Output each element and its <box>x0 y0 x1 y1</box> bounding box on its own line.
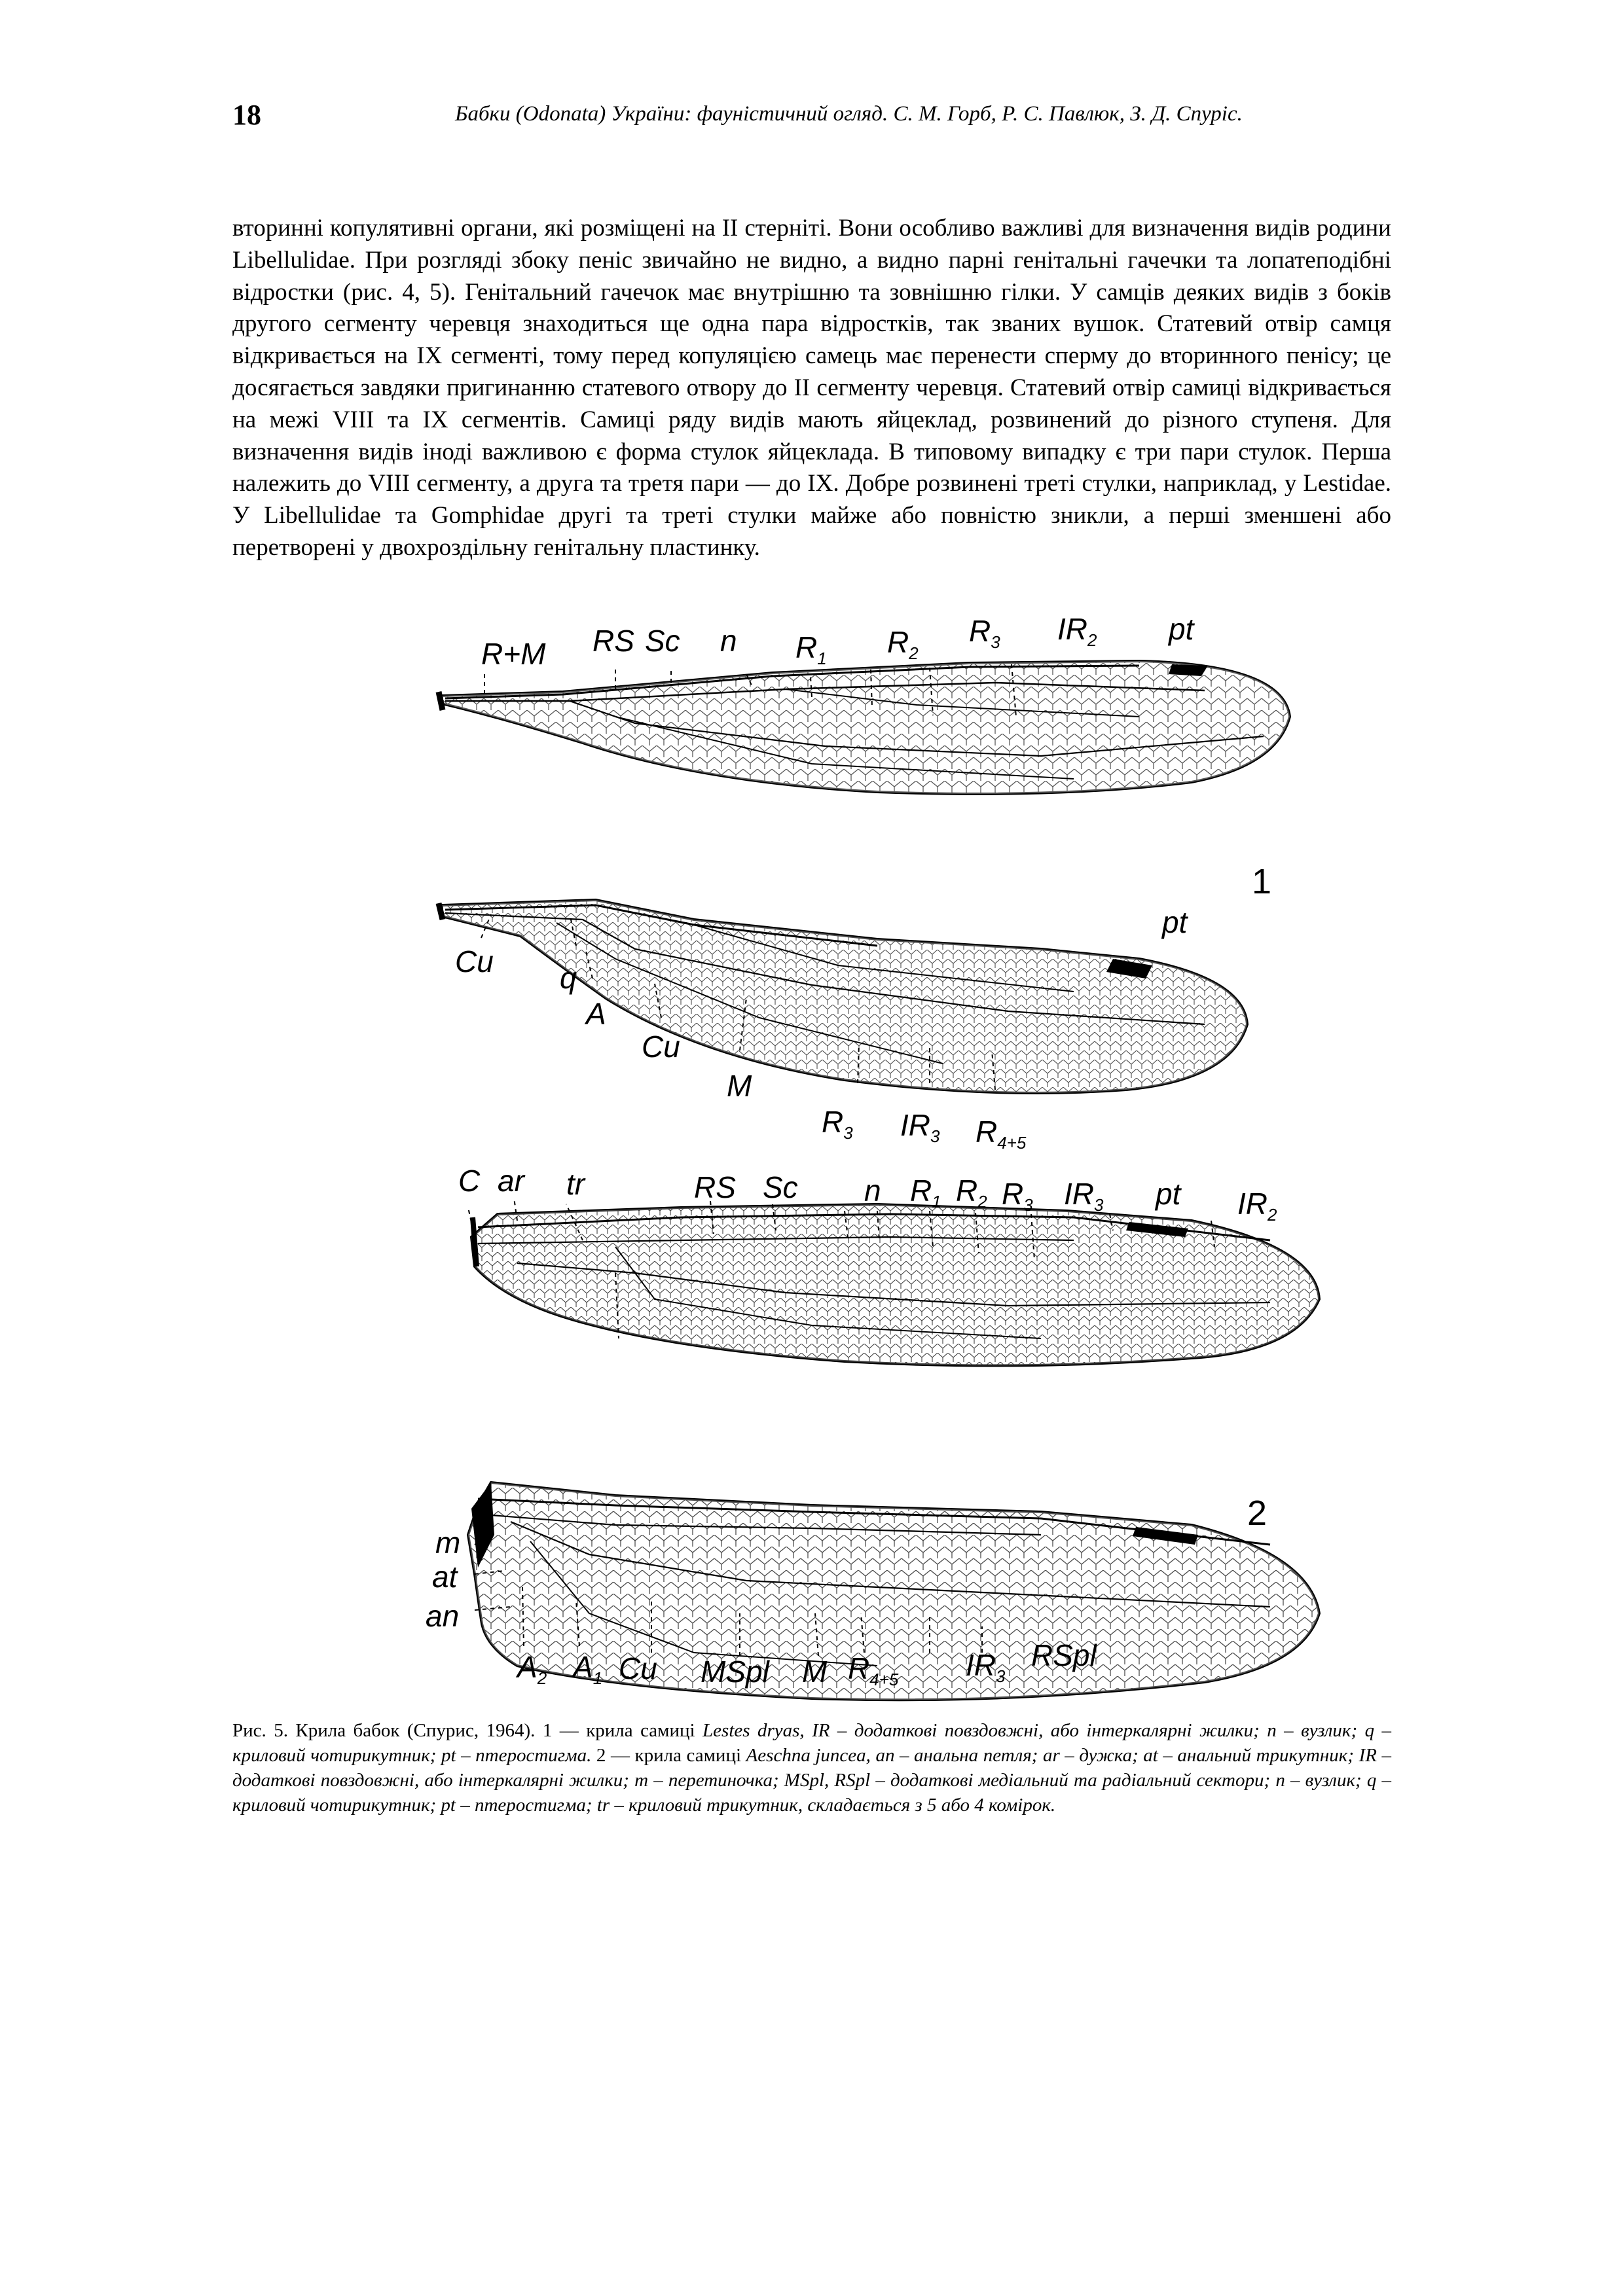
caption-species-1: Lestes dryas, IR – додаткові повздовжні, або інтеркалярні жилки; n – вузлик; q – криловий чотирикутник; pt – птеростигма. <box>232 1720 1392 1766</box>
label-r45: $R_{4+5}$ <box>976 1115 1027 1153</box>
page-number: 18 <box>232 99 261 131</box>
label-cu: Cu <box>455 944 494 978</box>
label-pt: pt <box>1162 905 1188 939</box>
label-r1: $R_1$ <box>910 1174 941 1211</box>
label-a2: $A_2$ <box>517 1650 547 1688</box>
wing-figure <box>419 592 1349 1705</box>
label-cu: Cu <box>619 1651 657 1685</box>
label-ir2: $IR_2$ <box>1057 612 1097 650</box>
label-pt: pt <box>1156 1177 1181 1211</box>
caption-text-1: Рис. 5. Крила бабок (Спурис, 1964). 1 — крила самиці <box>232 1720 703 1741</box>
running-title: Бабки (Odonata) України: фауністичний огляд. С. М. Горб, Р. С. Павлюк, З. Д. Спуріс. <box>455 102 1243 126</box>
pterostigma <box>1169 664 1208 676</box>
label-ir3: $IR_3$ <box>900 1108 940 1146</box>
page-header <box>232 98 1391 137</box>
label-r45: $R_{4+5}$ <box>848 1651 899 1689</box>
label-n: n <box>720 624 737 658</box>
label-rs: RS <box>593 624 634 658</box>
wing1-hindwing <box>439 900 1247 1153</box>
label-an: an <box>426 1599 460 1633</box>
body-paragraph: вторинні копулятивні органи, які розміщені на II стерніті. Вони особливо важливі для визначення видів родини Libellulidae. При розгляді збоку пеніс звичайно не видно, а видно парні генітальні гачечки та лопатеподібні відростки (рис. 4, 5). Генітальний гачечок має внутрішню та зовнішню гілки. У самців деяких видів з боків другого сегменту черевця знаходиться ще одна пара відростків, так званих вушок. Статевий отвір самця відкривається на IX сегменті, тому перед копуляцією самець має перенести сперму до вторинного пенісу; це досягається завдяки пригинанню статевого отвору до II сегменту черевця. Статевий отвір самиці відкривається на межі VIII та IX сегментів. Самиці ряду видів мають яйцеклад, розвинений до різного ступеня. Для визначення видів іноді важливою є форма стулок яйцеклада. В типовому випадку є три пари стулок. Перша належить до VIII сегменту, а друга та третя пари — до IX. Добре розвинені треті стулки, наприклад, у Lestidae. У Libellulidae та Gomphidae другі та треті стулки майже або повністю зникли, а перші зменшені або перетворені у двохроздільну генітальну пластинку. <box>232 215 1391 561</box>
label-pt: pt <box>1169 612 1194 646</box>
label-q: q <box>560 961 577 995</box>
caption-text-2: 2 — крила самиці <box>591 1745 746 1766</box>
label-a1: $A_1$ <box>573 1650 603 1688</box>
wing2-hindwing <box>426 1482 1319 1700</box>
caption-species-2: Aeschna juncea, an – анальна петля; ar – дужка; at – анальний трикутник; IR – додаткові повздовжні, або інтеркалярні жилки; m – перетиночка; MSpl, RSpl – додаткові медіальний та радіальний сектори; n – вузлик; q – криловий чотирикутник; pt – птеростигма; tr – криловий трикутник, складається з 5 або 4 комірок. <box>232 1745 1391 1816</box>
label-ir3: $IR_3$ <box>966 1648 1006 1686</box>
label-tr: tr <box>566 1167 585 1201</box>
label-ir2: $IR_2$ <box>1237 1187 1277 1225</box>
label-r3: $R_3$ <box>1002 1177 1033 1215</box>
label-m-small: m <box>435 1526 461 1560</box>
label-mspl: MSpl <box>701 1655 769 1689</box>
label-r3: $R_3$ <box>822 1105 853 1143</box>
label-c: C <box>458 1164 481 1198</box>
label-r2: $R_2$ <box>887 625 919 663</box>
label-at: at <box>432 1560 458 1594</box>
label-m: M <box>802 1655 828 1689</box>
label-n: n <box>864 1174 881 1208</box>
wing1-forewing <box>439 612 1290 794</box>
label-rspl: RSpl <box>1031 1638 1097 1672</box>
body-text <box>232 213 1391 564</box>
label-a: A <box>586 997 606 1031</box>
wing-illustrations <box>419 592 1349 1705</box>
label-r3: $R_3$ <box>969 614 1000 652</box>
figure-caption <box>232 1718 1391 1818</box>
label-ir3: $IR_3$ <box>1064 1177 1104 1215</box>
label-r2: $R_2$ <box>956 1174 987 1211</box>
label-rs: RS <box>694 1170 736 1204</box>
wing2-forewing <box>458 1164 1319 1365</box>
label-cu-2: Cu <box>642 1030 680 1064</box>
label-ar: ar <box>498 1164 524 1198</box>
label-m: M <box>727 1069 752 1103</box>
label-r-plus-m: R+M <box>481 637 546 671</box>
panel-number-1: 1 <box>1252 862 1272 901</box>
label-sc: Sc <box>763 1170 798 1204</box>
label-r1: $R_1$ <box>795 630 827 668</box>
label-sc: Sc <box>645 624 680 658</box>
panel-number-2: 2 <box>1247 1494 1267 1533</box>
